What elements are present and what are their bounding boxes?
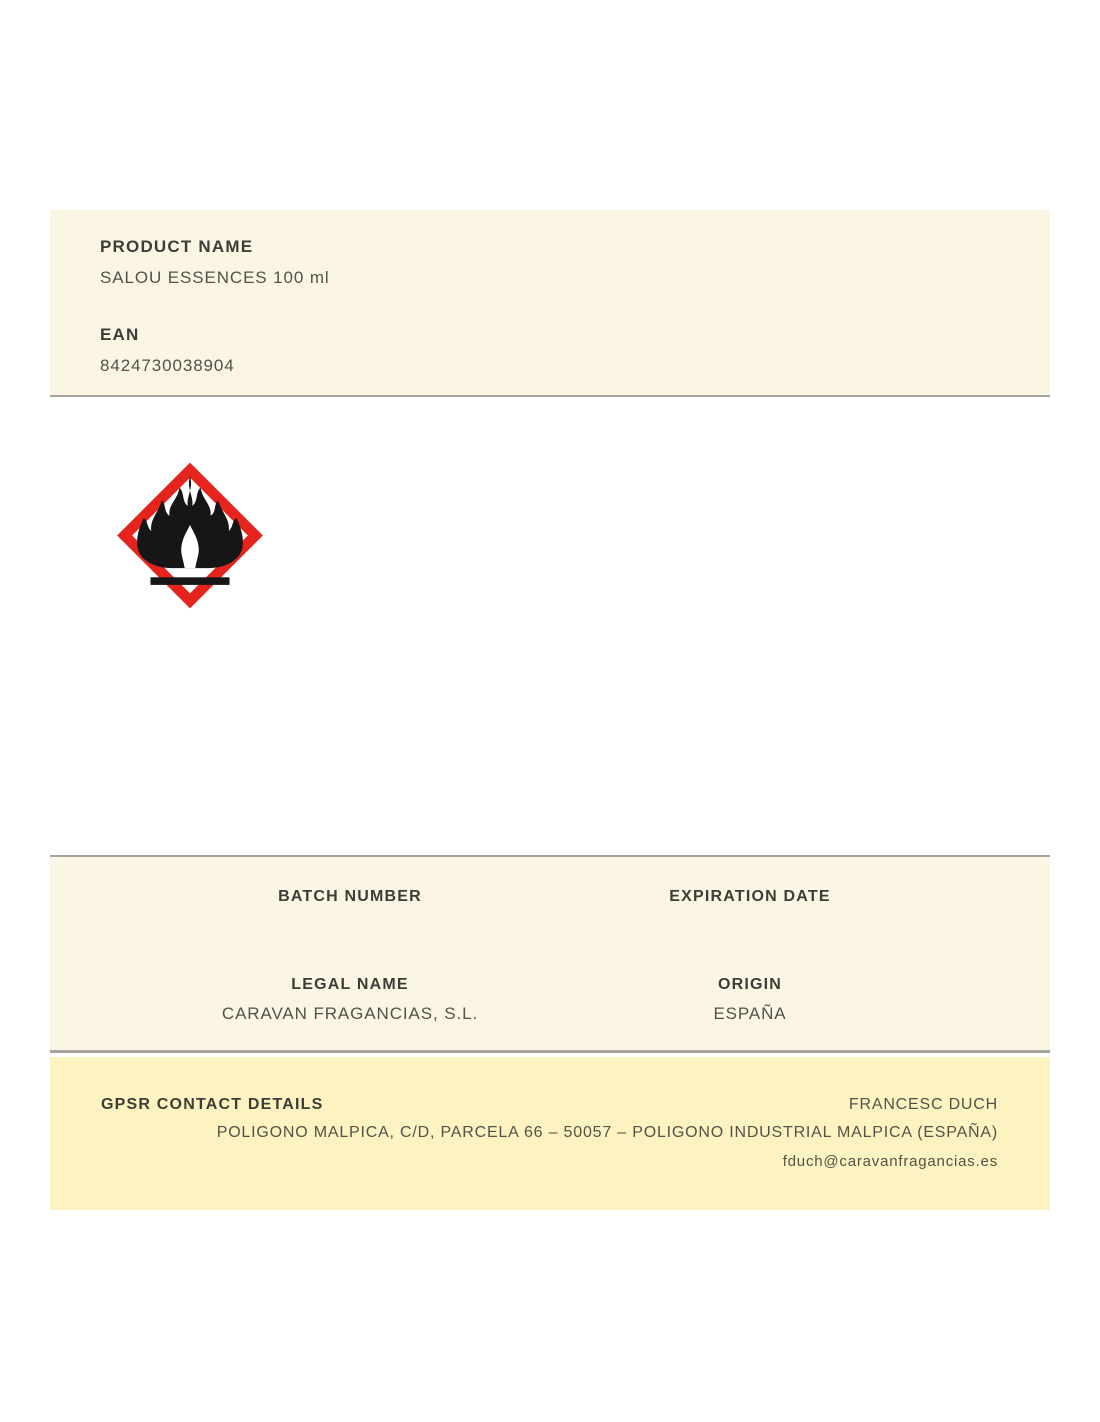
batch-number-field (150, 887, 550, 937)
origin-value: ESPAÑA (713, 1004, 787, 1023)
ean-value: 8424730038904 (100, 356, 235, 375)
ean-label: EAN (100, 325, 140, 344)
product-name-value: SALOU ESSENCES 100 ml (100, 268, 330, 287)
gpsr-contact-name: FRANCESC DUCH (848, 1096, 998, 1113)
batch-number-value (150, 915, 550, 937)
batch-number-label: BATCH NUMBER (278, 888, 422, 905)
gpsr-email: fduch@caravanfragancias.es (782, 1153, 998, 1170)
legal-name-field (150, 975, 550, 1025)
batch-legal-section (50, 855, 1050, 1053)
origin-label: ORIGIN (717, 976, 783, 993)
expiration-date-value (550, 915, 950, 937)
flame-icon (114, 459, 266, 612)
legal-name-label: LEGAL NAME (291, 976, 409, 993)
origin-field (550, 975, 950, 1025)
ean-field (100, 325, 1000, 377)
gpsr-contact-section (50, 1057, 1050, 1210)
ghs-flammable-pictogram (114, 459, 266, 612)
product-info-section (50, 210, 1050, 397)
gpsr-header-row (101, 1095, 998, 1115)
gpsr-address: POLIGONO MALPICA, C/D, PARCELA 66 – 50057 – POLIGONO INDUSTRIAL MALPICA (ESPAÑA) (216, 1124, 998, 1141)
product-name-label: PRODUCT NAME (100, 237, 254, 256)
product-name-field (100, 237, 1000, 289)
batch-legal-grid (150, 887, 950, 1025)
expiration-date-label: EXPIRATION DATE (669, 888, 831, 905)
legal-name-value: CARAVAN FRAGANCIAS, S.L. (221, 1004, 479, 1023)
gpsr-contact-label: GPSR CONTACT DETAILS (101, 1096, 324, 1113)
expiration-date-field (550, 887, 950, 937)
